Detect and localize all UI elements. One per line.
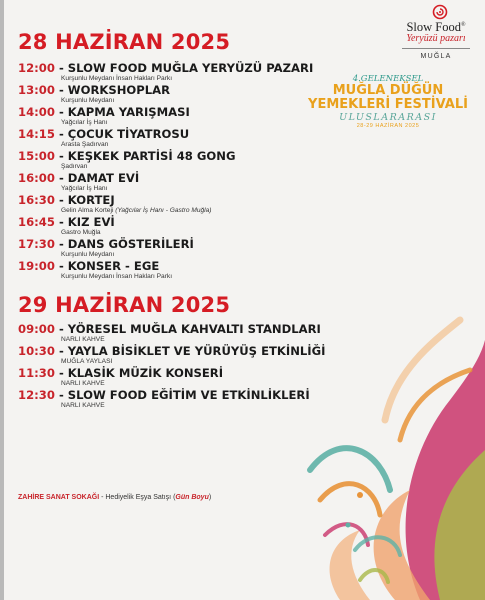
event-venue: Kurşunlu Meydanı İnsan Hakları Parkı	[61, 75, 173, 82]
footer-place: ZAHİRE SANAT SOKAĞI	[18, 494, 100, 501]
festival-name-line2: YEMEKLERİ FESTİVALİ	[308, 97, 468, 112]
event-venue: Kurşunlu Meydanı	[61, 251, 115, 258]
event-row: 10:30 - YAYLA BİSİKLET VE YÜRÜYÜŞ ETKİNLİĞİ	[18, 344, 326, 358]
footer-note	[18, 494, 211, 501]
event-title: YÖRESEL MUĞLA KAHVALTI STANDLARI	[67, 322, 321, 336]
event-venue: Yağcılar İş Hanı	[61, 119, 108, 126]
event-title: KONSER - EGE	[67, 259, 160, 273]
event-time: 12:30	[18, 388, 55, 402]
event-row: 13:00 - WORKSHOPLAR	[18, 83, 171, 97]
event-item	[18, 366, 318, 388]
event-time: 13:00	[18, 83, 55, 97]
event-title: KORTEJ	[67, 193, 115, 207]
event-row: 11:30 - KLASİK MÜZİK KONSERİ	[18, 366, 224, 380]
event-title: ÇOCUK TİYATROSU	[67, 127, 190, 141]
event-item	[18, 149, 318, 171]
event-item	[18, 322, 321, 344]
brand-name-text: Slow Food	[406, 20, 461, 34]
event-row: 12:00 - SLOW FOOD MUĞLA YERYÜZÜ PAZARI	[18, 61, 314, 75]
event-venue: Kurşunlu Meydanı İnsan Hakları Parkı	[61, 273, 173, 280]
event-row: 12:30 - SLOW FOOD EĞİTİM VE ETKİNLİKLERİ	[18, 388, 310, 402]
footer-when: Gün Boyu	[175, 494, 209, 501]
registered-mark: ®	[460, 21, 466, 28]
event-item	[18, 344, 326, 366]
event-row: 14:15 - ÇOCUK TİYATROSU	[18, 127, 190, 141]
event-time: 16:00	[18, 171, 55, 185]
event-item	[18, 83, 318, 105]
event-title: KIZ EVİ	[67, 215, 115, 229]
event-venue: Arasta Şadırvan	[61, 141, 109, 148]
festival-ordinal: 4.GELENEKSEL	[352, 74, 424, 84]
festival-title-block	[300, 74, 476, 129]
event-venue: Şadırvan	[61, 163, 88, 170]
event-item	[18, 171, 318, 193]
event-time: 11:30	[18, 366, 55, 380]
left-edge-shadow	[0, 0, 4, 600]
event-venue: NARLI KAHVE	[61, 402, 105, 409]
festival-name-line1: MUĞLA DÜĞÜN	[332, 83, 444, 98]
event-title: KLASİK MÜZİK KONSERİ	[67, 366, 224, 380]
event-time: 12:00	[18, 61, 55, 75]
footer-text: - Hediyelik Eşya Satışı (	[99, 494, 176, 501]
decorative-flourish	[300, 300, 485, 600]
event-row: 16:30 - KORTEJ	[18, 193, 115, 207]
event-time: 16:30	[18, 193, 55, 207]
event-item	[18, 215, 318, 237]
event-venue: Kurşunlu Meydanı	[61, 97, 115, 104]
footer-close: )	[208, 494, 212, 501]
event-row: 09:00 - YÖRESEL MUĞLA KAHVALTI STANDLARI	[18, 322, 321, 336]
event-time: 14:00	[18, 105, 55, 119]
event-row: 14:00 - KAPMA YARIŞMASI	[18, 105, 190, 119]
event-venue: NARLI KAHVE	[61, 336, 105, 343]
event-title: SLOW FOOD MUĞLA YERYÜZÜ PAZARI	[67, 61, 314, 75]
event-title: DANS GÖSTERİLERİ	[67, 237, 194, 251]
event-item	[18, 127, 318, 149]
schedule-day-28	[18, 61, 318, 281]
event-item	[18, 193, 318, 215]
event-time: 15:00	[18, 149, 55, 163]
event-item	[18, 388, 318, 410]
event-title: DAMAT EVİ	[67, 171, 140, 185]
event-title: KAPMA YARIŞMASI	[67, 105, 190, 119]
event-time: 14:15	[18, 127, 55, 141]
event-venue: Gastro Muğla	[61, 229, 101, 236]
event-venue: NARLI KAHVE	[61, 380, 105, 387]
event-item	[18, 259, 318, 281]
brand-subtitle: Yeryüzü pazarı	[406, 33, 466, 44]
festival-dates: 28-29 HAZİRAN 2025	[356, 123, 420, 129]
event-title: WORKSHOPLAR	[67, 83, 171, 97]
event-time: 16:45	[18, 215, 55, 229]
brand-divider	[402, 48, 470, 49]
snail-icon	[432, 4, 448, 20]
event-time: 17:30	[18, 237, 55, 251]
event-title: KEŞKEK PARTİSİ 48 GONG	[67, 149, 236, 163]
event-venue	[18, 207, 318, 215]
event-venue-note: (Yağcılar İş Hanı - Gastro Muğla)	[115, 207, 212, 214]
brand-city: MUĞLA	[420, 53, 452, 60]
event-venue: MUĞLA YAYLASI	[61, 358, 113, 365]
event-time: 10:30	[18, 344, 55, 358]
festival-international: ULUSLARARASI	[339, 112, 437, 123]
event-row: 16:00 - DAMAT EVİ	[18, 171, 140, 185]
event-item	[18, 237, 318, 259]
day-title-29: 29 HAZİRAN 2025	[18, 293, 231, 317]
event-item	[18, 61, 318, 83]
event-time: 19:00	[18, 259, 55, 273]
event-row: 17:30 - DANS GÖSTERİLERİ	[18, 237, 194, 251]
event-item	[18, 105, 318, 127]
event-title: SLOW FOOD EĞİTİM VE ETKİNLİKLERİ	[67, 388, 310, 402]
event-venue: Yağcılar İş Hanı	[61, 185, 108, 192]
event-title: YAYLA BİSİKLET VE YÜRÜYÜŞ ETKİNLİĞİ	[67, 344, 326, 358]
event-row: 15:00 - KEŞKEK PARTİSİ 48 GONG	[18, 149, 236, 163]
event-row: 16:45 - KIZ EVİ	[18, 215, 115, 229]
event-venue-text: Gelin Alma Korteji	[61, 207, 114, 214]
event-time: 09:00	[18, 322, 55, 336]
schedule-day-29	[18, 322, 326, 410]
day-title-28: 28 HAZİRAN 2025	[18, 30, 231, 54]
event-row: 19:00 - KONSER - EGE	[18, 259, 160, 273]
